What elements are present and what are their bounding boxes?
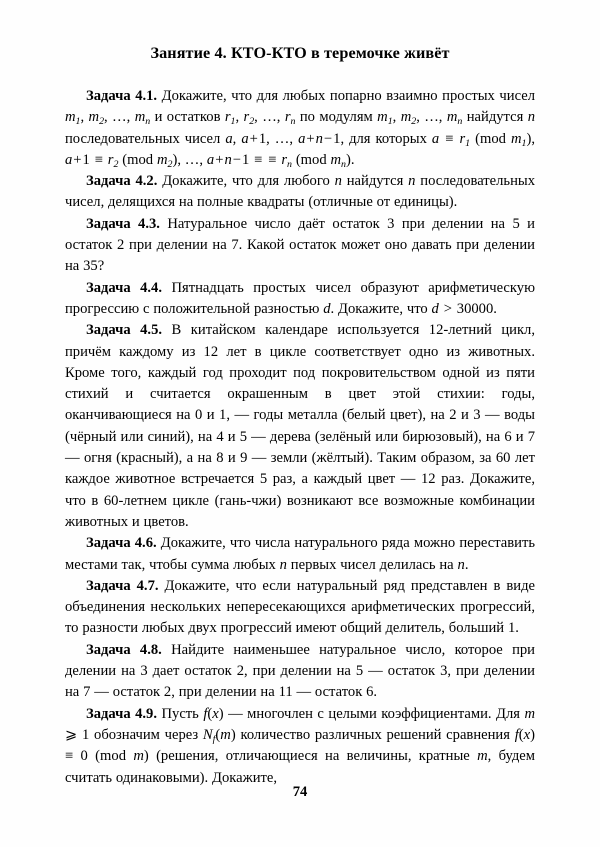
math-d-gt-30000: d > 30000. [431, 300, 497, 317]
problem-4-1-text-7: . [350, 151, 355, 168]
problem-4-6 [65, 533, 535, 576]
math-m1: $m_1$ [65, 109, 81, 128]
problem-4-1-text-4: найдутся [462, 109, 528, 126]
problem-4-6-text-3: . [464, 556, 469, 573]
problem-4-7-label: Задача 4.7. [86, 577, 159, 594]
math-congruence-2: $a+1 \equiv r_2$ (mod $m_2$) [65, 151, 178, 170]
math-congruence-1: $a \equiv r_1$ (mod $m_1$) [431, 130, 532, 149]
problem-4-1-text-2: и остатков [150, 109, 225, 126]
problem-4-3 [65, 214, 535, 278]
math-m-49c: m [477, 748, 488, 765]
math-n-42a: n [334, 173, 342, 190]
problem-4-2-text-3: последовательных чисел, делящихся на полные квадраты (отличные от единицы). [65, 173, 535, 211]
math-rn: $r_n$ [284, 109, 296, 128]
math-a-plus-n-minus-1: a+n−1 [298, 130, 341, 147]
math-m-49a: m [524, 705, 535, 722]
math-m2-b: $m_2$ [400, 109, 417, 128]
problem-4-6-text-1: Докажите, что числа натурального ряда можно переставить местами так, чтобы сумма любых [65, 535, 535, 573]
problem-4-4-text-1: Пятнадцать простых чисел образуют арифметическую прогрессию с положительной разностью [65, 279, 535, 317]
problem-4-4 [65, 278, 535, 321]
problem-4-2-text-1: Докажите, что для любого [157, 173, 335, 190]
math-r1: $r_1$ [224, 109, 236, 128]
problem-4-8-text: Найдите наименьшее натуральное число, которое при делении на 3 дает остаток 2, при делении на 5 — остаток 3, при делении на 7 — остаток 2, при делении на 11 — остаток 6. [65, 641, 535, 701]
problem-4-1-label: Задача 4.1. [86, 88, 158, 104]
problem-4-9-text-6: ) (решения, отличающиеся на величины, кратные [143, 748, 478, 765]
problem-4-1: Задача 4.1. Докажите, что для любых попарно взаимно простых чисел $m_1$, $m_2$, …, $m_n$ и остатков $r_1$, $r_2$, …, $r_n$ по модулям $m_1$, $m_2$, …, $m_n$ найдутся n последовательных чисел a, a+1, …, a+n−1, для которых $a \equiv r_1$ (mod $m_1$), $a+1 \equiv r_2$ (mod $m_2$), …, a+n−1 ≡ ≡ $r_n$ (mod $m_n$). [65, 88, 536, 170]
math-congruence-n-cont: ≡ $r_n$ (mod $m_n$) [268, 151, 351, 170]
problem-4-2 [65, 171, 535, 214]
problem-4-9 [65, 704, 535, 789]
problem-4-9-text-7: , будем считать одинаковыми). Докажите, [65, 748, 535, 786]
problem-4-8 [65, 640, 535, 704]
page-title: Занятие 4. КТО-КТО в теремочке живёт [150, 44, 450, 62]
problem-4-2-text-2: найдутся [341, 173, 409, 190]
math-mn: $m_n$ [134, 109, 151, 128]
problem-4-1-text-3: по модулям [295, 109, 378, 126]
math-d-1: d [323, 300, 331, 317]
math-m1-b: $m_1$ [377, 109, 393, 128]
problem-4-9-text-2: — многочлен с целыми коэффициентами. Для [223, 705, 525, 722]
problem-4-4-text-2: . Докажите, что [330, 300, 432, 317]
problem-4-1-text-6: , для которых [340, 130, 432, 147]
problem-4-7 [65, 576, 535, 640]
math-N-f-of-m: $N_f(m)$ [202, 726, 236, 745]
problem-4-9-text-3: ⩾ 1 обозначим через [65, 726, 203, 743]
math-n: n [527, 109, 535, 126]
math-n-42b: n [408, 173, 416, 190]
math-congruence-n: a+n−1 ≡ [206, 151, 263, 168]
math-m-49b: m [133, 748, 144, 765]
problem-4-9-label: Задача 4.9. [86, 705, 157, 722]
math-m2: $m_2$ [88, 109, 105, 128]
math-mn-b: $m_n$ [446, 109, 463, 128]
problem-4-9-text-5: ≡ 0 (mod [65, 748, 134, 765]
problem-4-5-label: Задача 4.5. [86, 322, 163, 339]
math-n-46b: n [457, 556, 465, 573]
problem-4-7-text: Докажите, что если натуральный ряд представлен в виде объединения нескольких непересекающихся арифметических прогрессий, то разности любых двух прогрессий имеют общий делитель, больший 1. [65, 577, 535, 637]
problem-4-3-label: Задача 4.3. [86, 215, 160, 232]
problem-4-2-label: Задача 4.2. [86, 173, 158, 190]
problem-4-1-text-1: Докажите, что для любых попарно взаимно простых чисел [157, 88, 535, 104]
problem-4-6-text-2: первых чисел делилась на [286, 556, 458, 573]
problem-4-5-text: В китайском календаре используется 12-летний цикл, причём каждому из 12 лет в цикле соответствует одно из животных. Кроме того, каждый год проходит под покровительством одной из пяти стихий и считается окрашенным в цвет этой стихии: годы, оканчивающиеся на 0 и 1, — годы металла (белый цвет), на 2 и 3 — воды (чёрный или синий), на 4 и 5 — дерева (зелёный или бирюзовый), на 6 и 7 — огня (красный), а на 8 и 9 — земли (жёлтый). Таким образом, за 60 лет каждое животное встречается 5 раз, а каждый цвет — 12 раз. Докажите, что в 60-летнем цикле (гань-чжи) возникают все возможные комбинации животных и цветов. [65, 322, 535, 530]
problem-4-1-text-5: последовательных чисел [65, 130, 226, 147]
math-f-arg-1: (x) [207, 705, 224, 722]
problem-4-4-label: Задача 4.4. [86, 279, 162, 296]
math-a-plus-1: a+1 [241, 130, 267, 147]
math-r2: $r_2$ [243, 109, 255, 128]
math-a: a [225, 130, 233, 147]
page-number: 74 [292, 784, 308, 800]
problem-4-6-label: Задача 4.6. [86, 535, 157, 552]
problem-4-9-text-1: Пусть [157, 705, 204, 722]
math-n-46a: n [279, 556, 287, 573]
math-f-of-x-1: f [203, 705, 208, 722]
math-f-of-x-congruence: f(x) [514, 726, 535, 743]
body-column [65, 86, 535, 789]
problem-4-3-text: Натуральное число даёт остаток 3 при делении на 5 и остаток 2 при делении на 7. Какой остаток может оно давать при делении на 35? [65, 215, 535, 275]
problem-4-8-label: Задача 4.8. [86, 641, 162, 658]
problem-4-9-text-4: количество различных решений сравнения [235, 726, 515, 743]
problem-4-5 [65, 320, 535, 533]
